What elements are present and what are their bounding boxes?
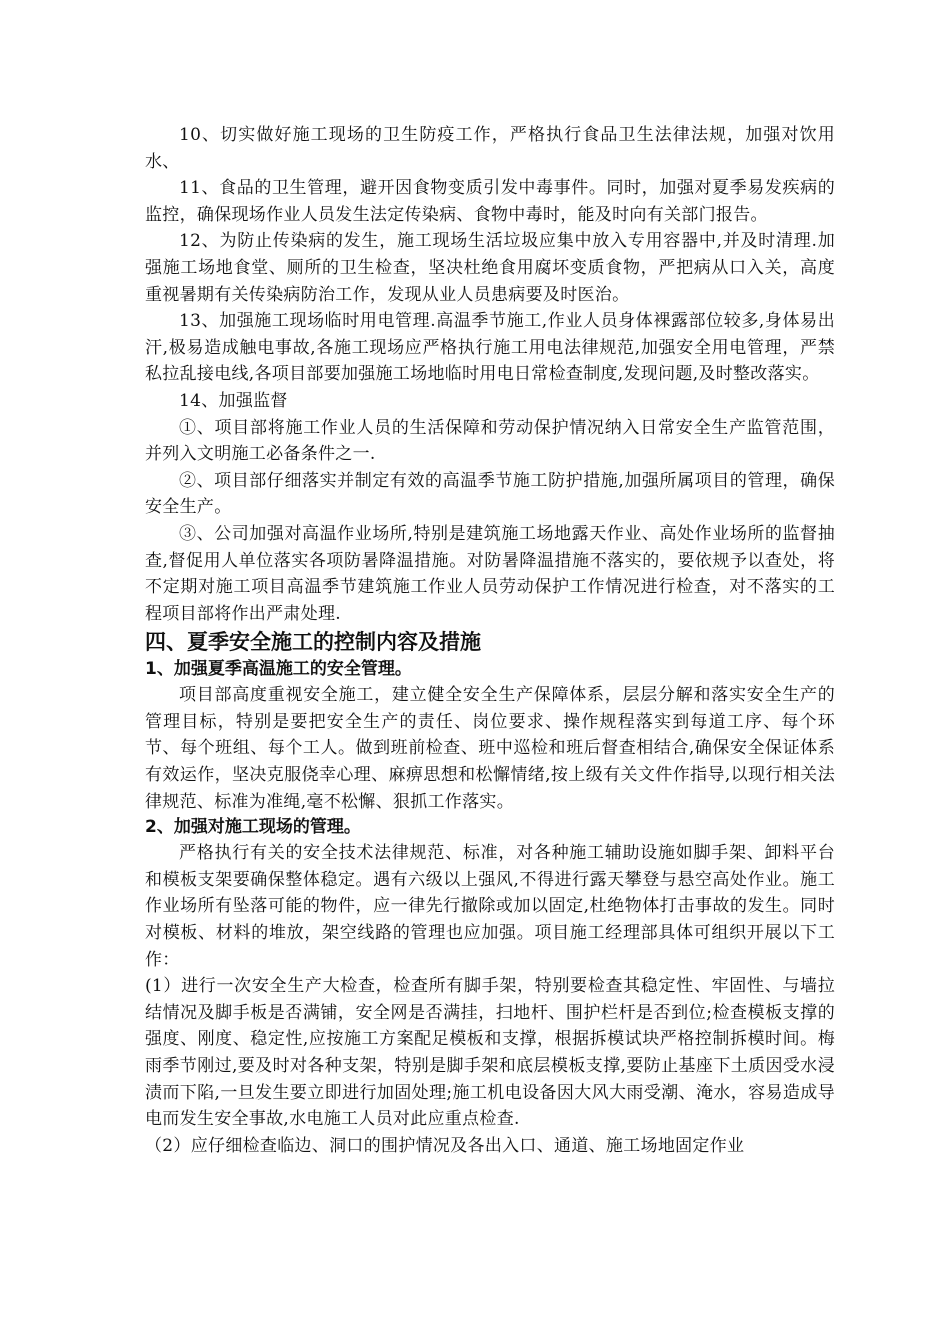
subsection-1-paragraph: 项目部高度重视安全施工，建立健全安全生产保障体系，层层分解和落实安全生产的管理目标，特别是要把安全生产的责任、岗位要求、操作规程落实到每道工序、每个环节、每个班组、每个工人。做到班前检查、班中巡检和班后督查相结合,确保安全保证体系有效运作，坚决克服侥幸心理、麻痹思想和松懈情绪,按上级有关文件作指导,以现行相关法律规范、标准为准绳,毫不松懈、狠抓工作落实。 (145, 685, 835, 812)
paragraph-10: 10、切实做好施工现场的卫生防疫工作，严格执行食品卫生法律法规，加强对饮用水、 (145, 125, 835, 172)
paragraph-14-item-1: ①、项目部将施工作业人员的生活保障和劳动保护情况纳入日常安全生产监管范围，并列入文明施工必备条件之一. (145, 417, 835, 465)
list-item-1: (1）进行一次安全生产大检查，检查所有脚手架，特别要检查其稳定性、牢固性、与墙拉结情况及脚手板是否满铺，安全网是否满挂，扫地杆、围护栏杆是否到位;检查模板支撑的强度、刚度、稳定性,应按施工方案配足模板和支撑，根据拆模试块严格控制拆模时间。梅雨季节刚过,要及时对各种支架，特别是脚手架和底层模板支撑,要防止基座下土质因受水浸渍而下陷,一旦发生要立即进行加固处理;施工机电设备因大风大雨受潮、淹水，容易造成导电而发生安全事故,水电施工人员对此应重点检查. (145, 976, 835, 1130)
subsection-2-heading: 2、加强对施工现场的管理。 (145, 817, 361, 838)
paragraph-11: 11、食品的卫生管理，避开因食物变质引发中毒事件。同时，加强对夏季易发疾病的监控，确保现场作业人员发生法定传染病、食物中毒时，能及时向有关部门报告。 (145, 178, 835, 225)
paragraph-13: 13、加强施工现场临时用电管理.高温季节施工,作业人员身体裸露部位较多,身体易出汗,极易造成触电事故,各施工现场应严格执行施工用电法律规范,加强安全用电管理，严禁私拉乱接电线,各项目部要加强施工场地临时用电日常检查制度,发现问题,及时整改落实。 (145, 311, 835, 385)
paragraph-14-item-3: ③、公司加强对高温作业场所,特别是建筑施工场地露天作业、高处作业场所的监督抽查,督促用人单位落实各项防暑降温措施。对防暑降温措施不落实的，要依规予以查处，将不定期对施工项目高温季节建筑施工作业人员劳动保护工作情况进行检查，对不落实的工程项目部将作出严肃处理. (145, 523, 835, 624)
list-item-2: （2）应仔细检查临边、洞口的围护情况及各出入口、通道、施工场地固定作业 (145, 1135, 745, 1156)
section-heading: 四、夏季安全施工的控制内容及措施 (145, 630, 481, 655)
paragraph-12: 12、为防止传染病的发生，施工现场生活垃圾应集中放入专用容器中,并及时清理.加强施工场地食堂、厕所的卫生检查，坚决杜绝食用腐坏变质食物，严把病从口入关，高度重视暑期有关传染病防治工作，发现从业人员患病要及时医治。 (145, 231, 835, 305)
subsection-2-paragraph: 严格执行有关的安全技术法律规范、标准，对各种施工辅助设施如脚手架、卸料平台和模板支架要确保整体稳定。遇有六级以上强风,不得进行露天攀登与悬空高处作业。施工作业场所有坠落可能的物件，应一律先行撤除或加以固定,杜绝物体打击事故的发生。同时对模板、材料的堆放，架空线路的管理也应加强。项目施工经理部具体可组织开展以下工作： (145, 843, 835, 970)
subsection-1-heading: 1、加强夏季高温施工的安全管理。 (145, 659, 412, 680)
document-page (145, 122, 835, 1159)
paragraph-14: 14、加强监督 (179, 390, 288, 411)
paragraph-14-item-2: ②、项目部仔细落实并制定有效的高温季节施工防护措施,加强所属项目的管理，确保安全生产。 (145, 470, 835, 518)
